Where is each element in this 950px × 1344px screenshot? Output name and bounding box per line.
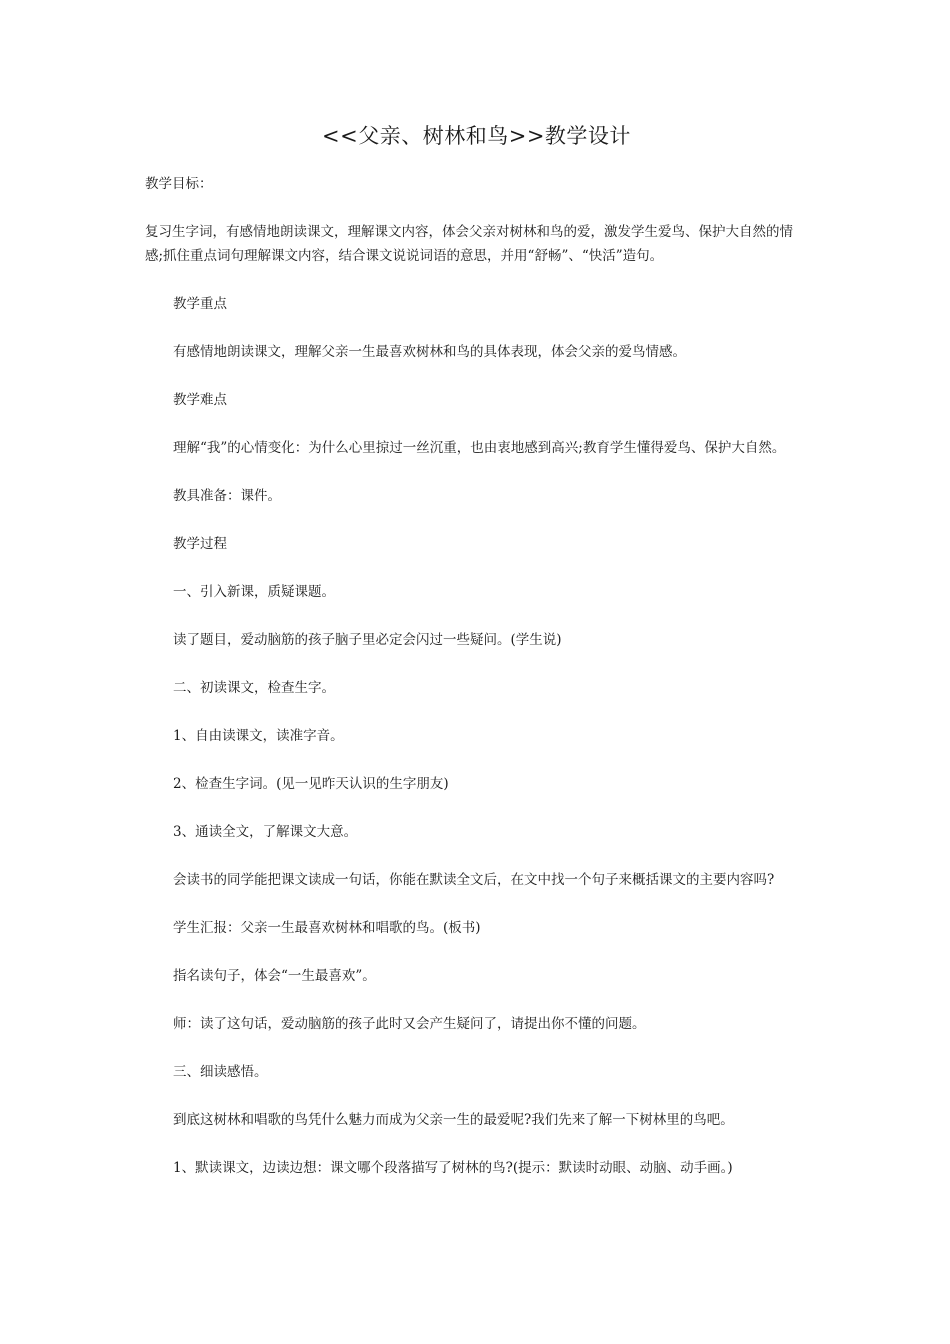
paragraph-difficulties-body: 理解“我”的心情变化：为什么心里掠过一丝沉重，也由衷地感到高兴;教育学生懂得爱鸟、保护大自然。 <box>173 440 786 456</box>
paragraph-teacher-prompt: 师：读了这句话，爱动脑筋的孩子此时又会产生疑问了，请提出你不懂的问题。 <box>173 1016 646 1032</box>
paragraph-key-points-heading: 教学重点 <box>173 296 227 312</box>
paragraph-summary-question: 会读书的同学能把课文读成一句话，你能在默读全文后，在文中找一个句子来概括课文的主要内容吗? <box>173 872 775 888</box>
paragraph-step-3: 3、通读全文，了解课文大意。 <box>173 824 358 840</box>
paragraph-read-sentence: 指名读句子，体会“一生最喜欢”。 <box>173 968 376 984</box>
paragraph-section-three: 三、细读感悟。 <box>173 1064 268 1080</box>
paragraph-materials: 教具准备：课件。 <box>173 488 281 504</box>
document-title: <<父亲、树林和鸟>>教学设计 <box>322 124 631 148</box>
paragraph-section-one-body: 读了题目，爱动脑筋的孩子脑子里必定会闪过一些疑问。(学生说) <box>173 632 562 648</box>
paragraph-section-two: 二、初读课文，检查生字。 <box>173 680 335 696</box>
paragraph-student-report: 学生汇报：父亲一生最喜欢树林和唱歌的鸟。(板书) <box>173 920 481 936</box>
paragraph-key-points-body: 有感情地朗读课文，理解父亲一生最喜欢树林和鸟的具体表现，体会父亲的爱鸟情感。 <box>173 344 686 360</box>
paragraph-objectives-body: 复习生字词，有感情地朗读课文，理解课文内容，体会父亲对树林和鸟的爱，激发学生爱鸟、保护大自然的情感;抓住重点词句理解课文内容，结合课文说说词语的意思，并用“舒畅”、“快活”造句。 <box>145 224 793 264</box>
paragraph-section-three-intro: 到底这树林和唱歌的鸟凭什么魅力而成为父亲一生的最爱呢?我们先来了解一下树林里的鸟吧。 <box>173 1112 734 1128</box>
paragraph-objectives-heading: 教学目标： <box>145 176 213 192</box>
paragraph-process-heading: 教学过程 <box>173 536 227 552</box>
paragraph-step-2: 2、检查生字词。(见一见昨天认识的生字朋友) <box>173 776 449 792</box>
paragraph-difficulties-heading: 教学难点 <box>173 392 227 408</box>
paragraph-silent-reading: 1、默读课文，边读边想：课文哪个段落描写了树林的鸟?(提示：默读时动眼、动脑、动手画。) <box>173 1160 733 1176</box>
paragraph-step-1: 1、自由读课文，读准字音。 <box>173 728 344 744</box>
paragraph-section-one: 一、引入新课，质疑课题。 <box>173 584 335 600</box>
